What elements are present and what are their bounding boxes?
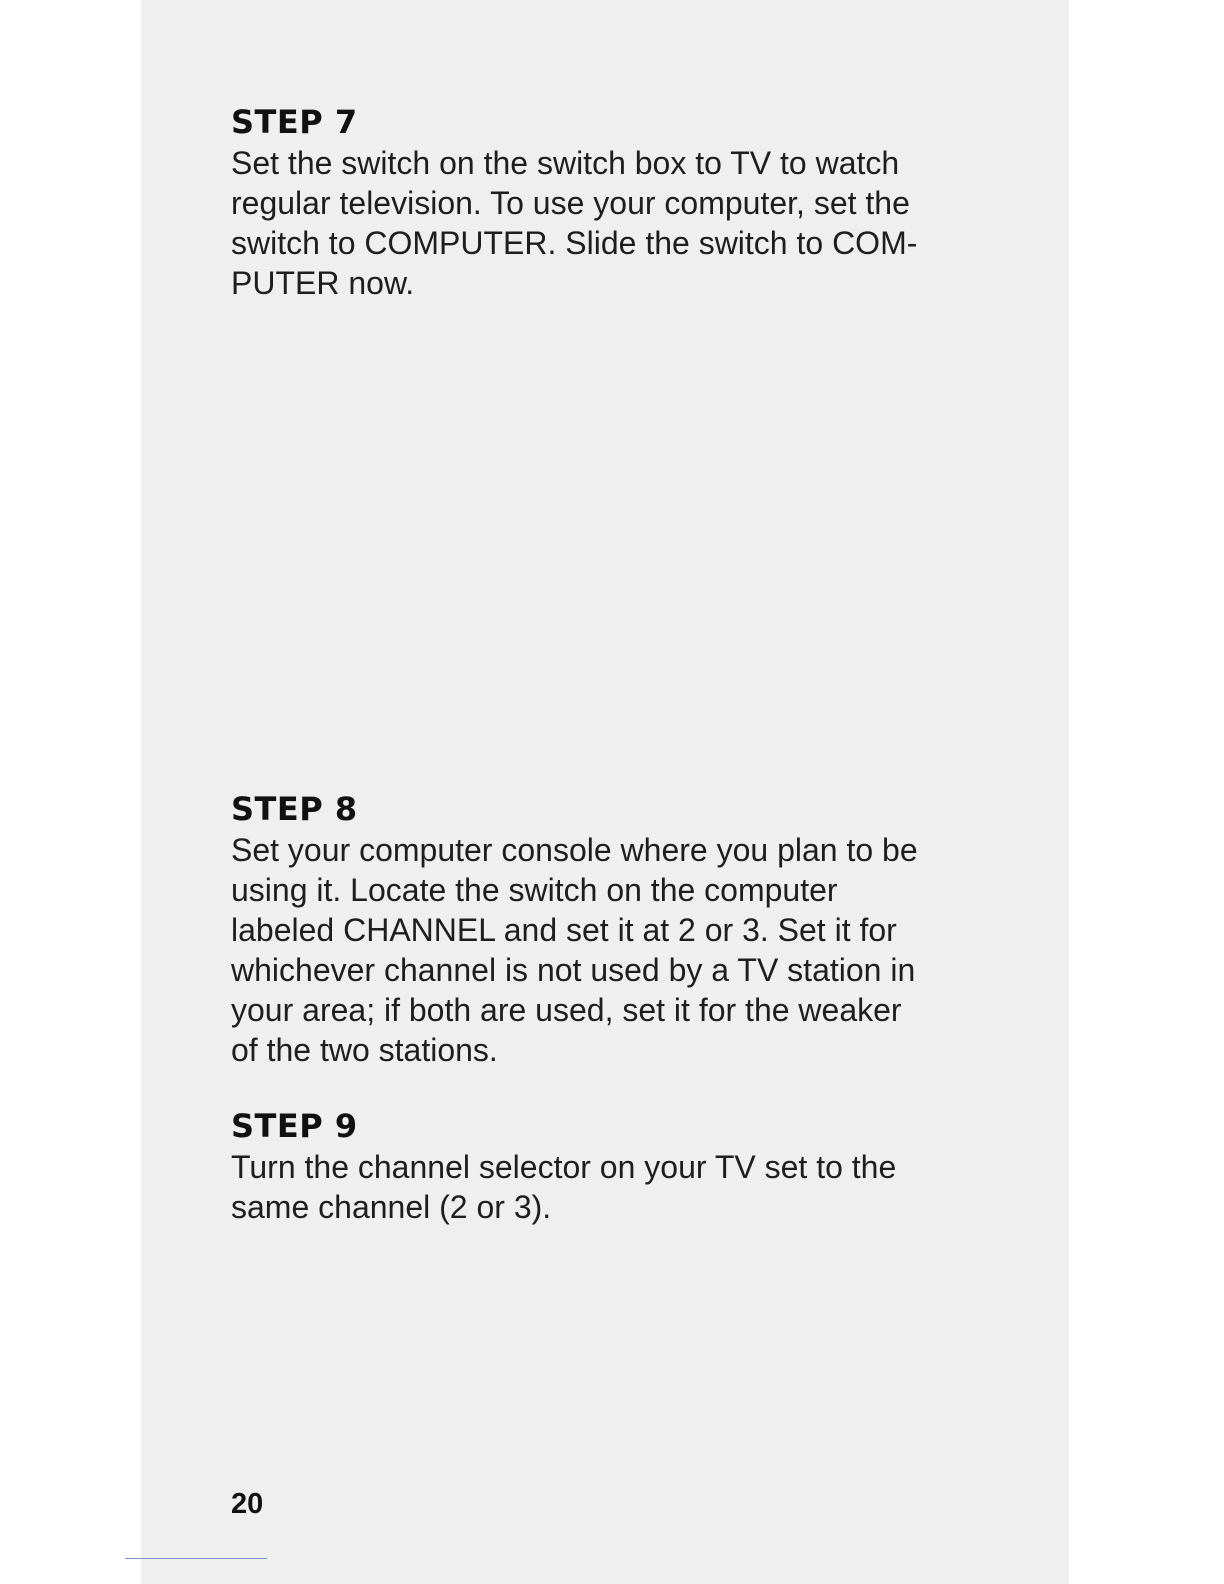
step-8-heading: STEP 8 <box>231 790 358 828</box>
text-line: using it. Locate the switch on the computer <box>231 872 838 908</box>
step-8-text <box>231 830 991 1070</box>
text-line: Turn the channel selector on your TV set to the <box>231 1149 897 1185</box>
step-9-heading: STEP 9 <box>231 1107 358 1145</box>
text-line: of the two stations. <box>231 1032 498 1068</box>
text-line: same channel (2 or 3). <box>231 1189 552 1225</box>
text-line: switch to COMPUTER. Slide the switch to COM- <box>231 225 918 261</box>
text-line: Set your computer console where you plan to be <box>231 832 918 868</box>
step-9-section <box>231 1107 991 1227</box>
text-line: whichever channel is not used by a TV station in <box>231 952 916 988</box>
text-line: regular television. To use your computer, set the <box>231 185 910 221</box>
step-7-heading: STEP 7 <box>231 103 358 141</box>
step-7-text <box>231 143 991 303</box>
step-9-text <box>231 1147 991 1227</box>
text-line: PUTER now. <box>231 265 415 301</box>
text-line: labeled CHANNEL and set it at 2 or 3. Set it for <box>231 912 897 948</box>
text-line: your area; if both are used, set it for the weaker <box>231 992 902 1028</box>
step-8-section <box>231 790 991 1070</box>
step-7-section <box>231 103 991 303</box>
scan-edge-line <box>125 1558 267 1559</box>
text-line: Set the switch on the switch box to TV to watch <box>231 145 900 181</box>
page-number: 20 <box>231 1488 264 1520</box>
